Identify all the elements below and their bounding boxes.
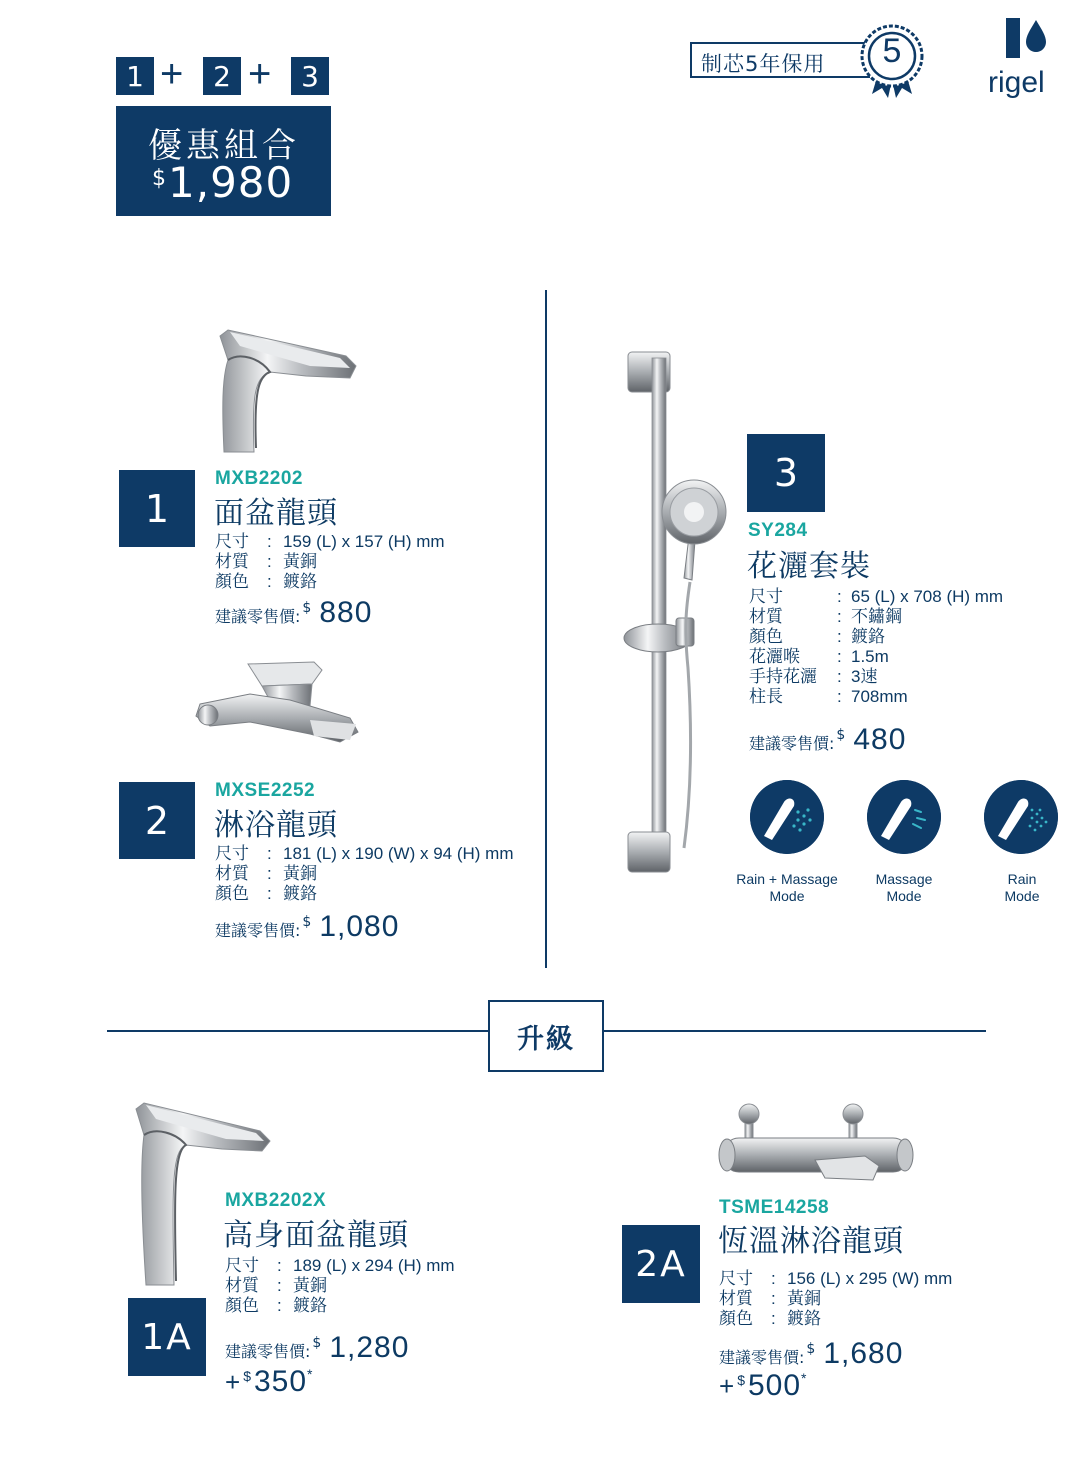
product-price	[749, 723, 906, 757]
upgrade-asterisk: *	[801, 1370, 807, 1386]
price-value: 480	[853, 723, 907, 756]
combo-currency: $	[152, 166, 166, 191]
price-label: 建議零售價:	[719, 1348, 805, 1367]
spec-value: 1.5m	[851, 647, 889, 666]
price-label: 建議零售價:	[215, 607, 301, 626]
spec-value: 3速	[851, 667, 878, 686]
price-label: 建議零售價:	[225, 1342, 311, 1361]
spec-key: 顏色	[719, 1309, 753, 1328]
product-price	[215, 596, 372, 630]
rigel-logo-icon	[1004, 18, 1048, 62]
spec-key: 顏色	[749, 627, 783, 646]
spec-key: 顏色	[225, 1296, 259, 1315]
combo-badge-2: 2	[203, 57, 241, 95]
product-code: MXSE2252	[215, 780, 316, 801]
spec-key: 材質	[215, 864, 249, 883]
shower-mixer-image	[190, 660, 365, 750]
spec-value: 708mm	[851, 687, 908, 706]
product-badge: 1	[119, 470, 195, 547]
upgrade-specs: 尺寸 : 156 (L) x 295 (W) mm 材質 : 黃銅 顏色 : 鍍鉻	[719, 1269, 953, 1328]
upgrade-asterisk: *	[307, 1366, 313, 1382]
shower-set-image	[620, 348, 730, 880]
price-label: 建議零售價:	[749, 734, 835, 753]
upgrade-currency: $	[737, 1372, 745, 1388]
spec-key: 尺寸	[215, 844, 249, 863]
spec-key: 材質	[215, 552, 249, 571]
spec-value: 鍍鉻	[283, 572, 317, 591]
product-code: SY284	[748, 520, 808, 541]
rain-mode-icon	[984, 780, 1058, 854]
combo-badge-3: 3	[291, 57, 329, 95]
price-value: 1,280	[329, 1331, 410, 1364]
massage-mode-icon	[867, 780, 941, 854]
spec-value: 鍍鉻	[283, 884, 317, 903]
upgrade-name: 高身面盆龍頭	[223, 1218, 409, 1253]
product-specs: 尺寸 : 159 (L) x 157 (H) mm 材質 : 黃銅 顏色 : 鍍鉻	[215, 532, 445, 591]
spec-key: 尺寸	[749, 587, 783, 606]
upgrade-plus: +	[719, 1371, 735, 1401]
product-specs: 尺寸 : 181 (L) x 190 (W) x 94 (H) mm 材質 : 黃銅 顏色 : 鍍鉻	[215, 844, 514, 903]
product-code: MXB2202	[215, 468, 303, 489]
product-badge: 2	[119, 782, 195, 859]
product-name: 面盆龍頭	[214, 496, 338, 531]
upgrade-extra-price	[225, 1365, 313, 1399]
product-name: 花灑套裝	[747, 549, 871, 584]
column-divider	[545, 290, 547, 968]
upgrade-currency: $	[243, 1368, 251, 1384]
spec-key: 材質	[225, 1276, 259, 1295]
mode-label: Rain Mode	[1004, 871, 1040, 904]
price-currency: $	[806, 1341, 816, 1357]
spec-value: 黃銅	[787, 1289, 821, 1308]
spec-key: 材質	[749, 607, 783, 626]
upgrade-code: MXB2202X	[225, 1190, 327, 1211]
plus-symbol: +	[160, 52, 184, 96]
upgrade-extra-value: 350	[253, 1365, 308, 1398]
price-currency: $	[302, 600, 312, 616]
product-specs: 尺寸 : 65 (L) x 708 (H) mm 材質 : 不鏽鋼 顏色 : 鍍鉻 花灑喉 : 1.5m 手持花灑 : 3速 柱長 : 708mm	[749, 587, 1004, 706]
upgrade-divider-left	[107, 1030, 488, 1032]
spec-value: 黃銅	[293, 1276, 327, 1295]
combo-badge-1: 1	[116, 57, 154, 95]
mode-label: Massage Mode	[875, 871, 933, 904]
combo-offer-box	[116, 106, 331, 216]
upgrade-name: 恆溫淋浴龍頭	[718, 1224, 904, 1259]
warranty-text: 制芯5年保用	[701, 52, 826, 76]
spec-key: 顏色	[215, 884, 249, 903]
warranty-years: 5	[882, 32, 902, 70]
upgrade-label: 升級	[517, 1023, 575, 1055]
spec-key: 尺寸	[215, 532, 249, 551]
upgrade-label-box	[488, 1000, 604, 1072]
upgrade-divider-right	[604, 1030, 986, 1032]
spec-value: 鍍鉻	[851, 627, 885, 646]
product-badge: 3	[747, 434, 825, 512]
plus-symbol: +	[248, 52, 272, 96]
spec-value: 156 (L) x 295 (W) mm	[787, 1269, 953, 1288]
spec-value: 189 (L) x 294 (H) mm	[293, 1256, 455, 1275]
spec-key: 顏色	[215, 572, 249, 591]
brand-name: rigel	[988, 66, 1045, 99]
price-label: 建議零售價:	[215, 921, 301, 940]
upgrade-badge: 2A	[622, 1225, 700, 1303]
price-currency: $	[312, 1335, 322, 1351]
spec-value: 159 (L) x 157 (H) mm	[283, 532, 445, 551]
spec-key: 柱長	[749, 687, 783, 706]
warranty-badge	[690, 42, 870, 78]
upgrade-extra-price	[719, 1369, 807, 1403]
product-price	[215, 910, 399, 944]
spec-key: 手持花灑	[749, 667, 817, 686]
spec-value: 鍍鉻	[293, 1296, 327, 1315]
price-value: 880	[319, 596, 373, 629]
mode-label: Rain + Massage Mode	[736, 871, 838, 904]
upgrade-badge: 1A	[128, 1298, 206, 1376]
price-currency: $	[836, 727, 846, 743]
basin-faucet-image	[210, 318, 360, 456]
spec-value: 黃銅	[283, 864, 317, 883]
upgrade-extra-value: 500	[747, 1369, 802, 1402]
spec-key: 尺寸	[225, 1256, 259, 1275]
spec-value: 181 (L) x 190 (W) x 94 (H) mm	[283, 844, 514, 863]
price-value: 1,080	[319, 910, 400, 943]
spec-value: 黃銅	[283, 552, 317, 571]
spec-value: 鍍鉻	[787, 1309, 821, 1328]
spec-key: 尺寸	[719, 1269, 753, 1288]
price-value: 1,680	[823, 1337, 904, 1370]
combo-price-value: 1,980	[168, 158, 294, 207]
combo-price	[152, 158, 293, 207]
combo-title: 優惠組合	[148, 126, 300, 166]
price-currency: $	[302, 914, 312, 930]
spec-value: 65 (L) x 708 (H) mm	[851, 587, 1004, 606]
upgrade-code: TSME14258	[719, 1197, 830, 1218]
spec-key: 材質	[719, 1289, 753, 1308]
upgrade-price	[225, 1331, 409, 1365]
spec-key: 花灑喉	[749, 647, 800, 666]
product-name: 淋浴龍頭	[214, 808, 338, 843]
upgrade-price	[719, 1337, 903, 1371]
upgrade-specs: 尺寸 : 189 (L) x 294 (H) mm 材質 : 黃銅 顏色 : 鍍鉻	[225, 1256, 455, 1315]
spec-value: 不鏽鋼	[851, 607, 902, 626]
rain-massage-mode-icon	[750, 780, 824, 854]
upgrade-plus: +	[225, 1367, 241, 1397]
thermostatic-mixer-image	[715, 1100, 915, 1190]
